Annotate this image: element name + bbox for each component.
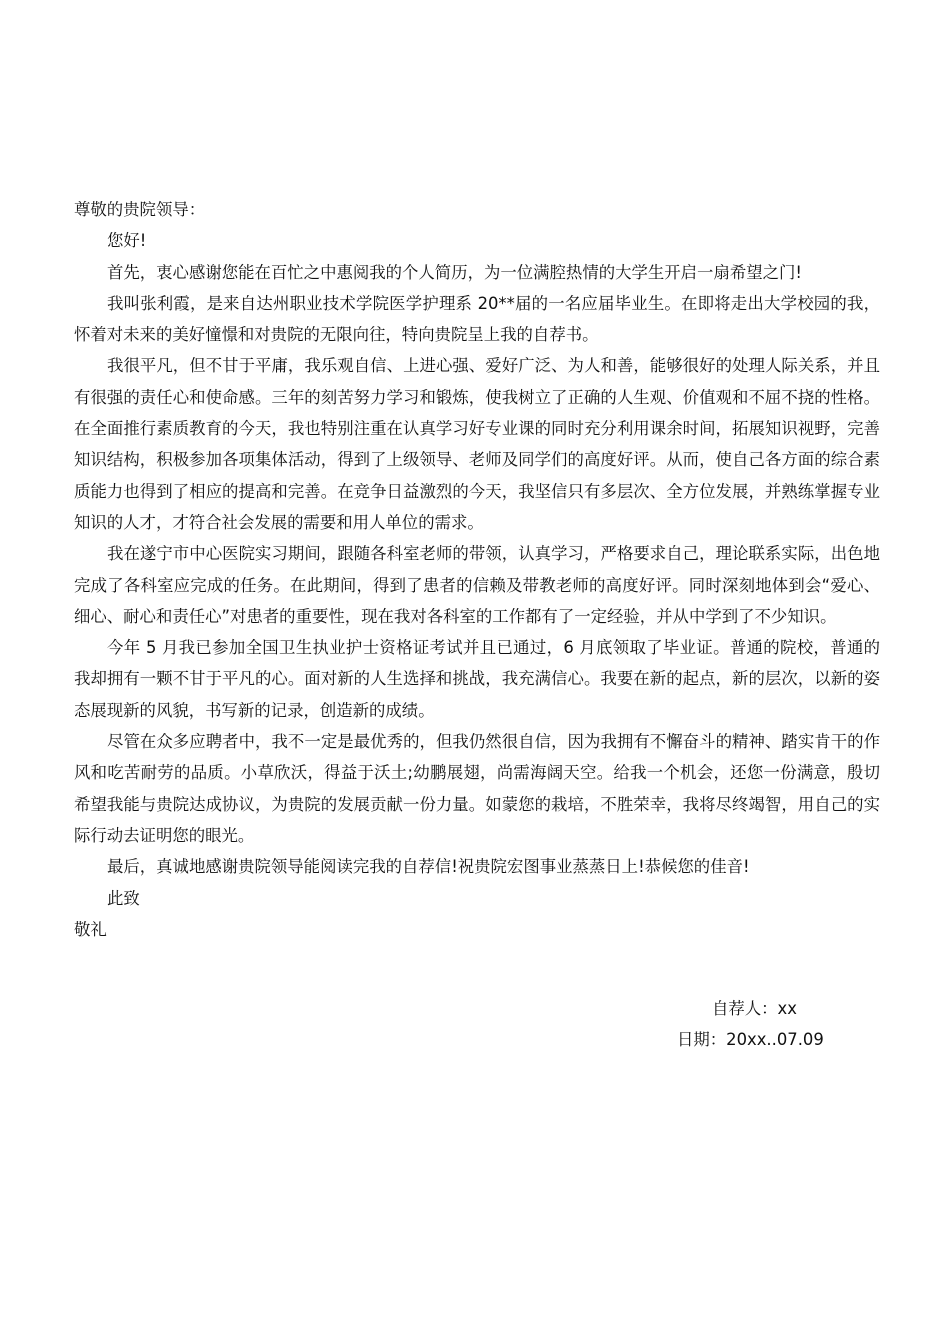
signature: 自荐人：xx: [712, 999, 797, 1018]
paragraph-request: 尽管在众多应聘者中，我不一定是最优秀的，但我仍然很自信，因为我拥有不懈奋斗的精神、踏实肯干的作风和吃苦耐劳的品质。小草欣沃，得益于沃土;幼鹏展翅，尚需海阔天空。给我一个机会，还您一份满意，殷切希望我能与贵院达成协议，为贵院的发展贡献一份力量。如蒙您的栽培，不胜荣幸，我将尽终竭智，用自己的实际行动去证明您的眼光。: [74, 732, 880, 845]
greeting: 您好!: [107, 231, 147, 251]
closing-phrase: 此致: [107, 888, 140, 908]
paragraph-qualification: 今年 5 月我已参加全国卫生执业护士资格证考试并且已通过，6 月底领取了毕业证。普通的院校，普通的我却拥有一颗不甘于平凡的心。面对新的人生选择和挑战，我充满信心。我要在新的起点，新的层次，以新的姿态展现新的风貌，书写新的记录，创造新的成绩。: [74, 638, 880, 720]
salutation: 尊敬的贵院领导：: [74, 200, 206, 219]
signature-date: 日期：20xx..07.09: [677, 1030, 824, 1049]
letter-body: [74, 194, 880, 945]
paragraph-closing-thanks: 最后，真诚地感谢贵院领导能阅读完我的自荐信!祝贵院宏图事业蒸蒸日上!恭候您的佳音!: [107, 857, 750, 877]
closing-salute: 敬礼: [74, 919, 107, 939]
paragraph-internship: 我在遂宁市中心医院实习期间，跟随各科室老师的带领，认真学习，严格要求自己，理论联系实际，出色地完成了各科室应完成的任务。在此期间，得到了患者的信赖及带教老师的高度好评。同时深刻地体到会“爱心、细心、耐心和责任心”对患者的重要性，现在我对各科室的工作都有了一定经验，并从中学到了不少知识。: [74, 544, 880, 626]
paragraph-introduction: 我叫张利霞，是来自达州职业技术学院医学护理系 20**届的一名应届毕业生。在即将走出大学校园的我，怀着对未来的美好憧憬和对贵院的无限向往，特向贵院呈上我的自荐书。: [74, 293, 880, 345]
paragraph-thanks: 首先，衷心感谢您能在百忙之中惠阅我的个人简历，为一位满腔热情的大学生开启一扇希望之门!: [107, 262, 802, 282]
paragraph-personality: 我很平凡，但不甘于平庸，我乐观自信、上进心强、爱好广泛、为人和善，能够很好的处理人际关系，并且有很强的责任心和使命感。三年的刻苦努力学习和锻炼，使我树立了正确的人生观、价值观和不屈不挠的性格。在全面推行素质教育的今天，我也特别注重在认真学习好专业课的同时充分利用课余时间，拓展知识视野，完善知识结构，积极参加各项集体活动，得到了上级领导、老师及同学们的高度好评。从而，使自己各方面的综合素质能力也得到了相应的提高和完善。在竞争日益激烈的今天，我坚信只有多层次、全方位发展，并熟练掌握专业知识的人才，才符合社会发展的需要和用人单位的需求。: [74, 356, 880, 532]
